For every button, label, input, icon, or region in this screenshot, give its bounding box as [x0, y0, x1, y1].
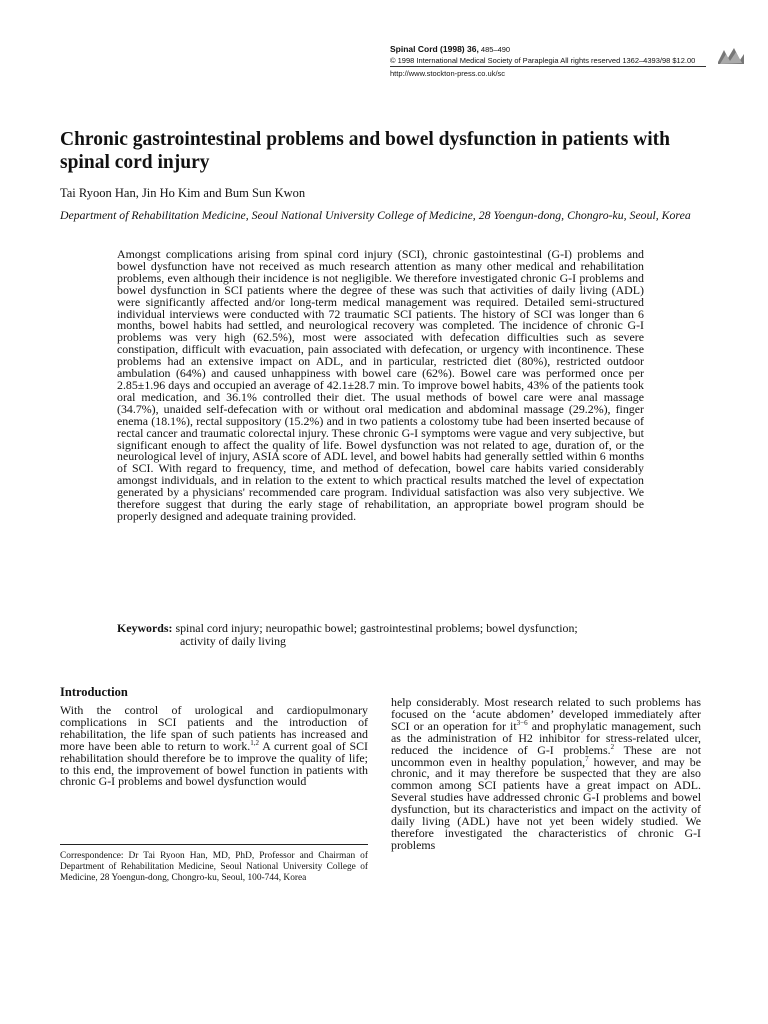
intro-right-text-b: and prophylatic management, such as the administration of H2 inhibitor for stress-related ulcer, reduced the incidence of G-I problems.: [391, 718, 701, 757]
keywords-first-line: [117, 622, 644, 635]
affiliation: Department of Rehabilitation Medicine, Seoul National University College of Medicine, 28 Yoengun-dong, Chongro-ku, Seoul, Korea: [60, 208, 691, 222]
intro-left-text-b: A current goal of SCI rehabilitation should therefore be to improve the quality of life; to this end, the improvement of bowel function in patients with chronic G-I problems and bowel dysfunction would: [60, 738, 368, 789]
intro-left-text-a: With the control of urological and cardiopulmonary complications in SCI patients and the introduction of rehabilitation, the life span of such patients has increased and more have been able to return to work.: [60, 703, 368, 753]
section-heading-introduction: Introduction: [60, 685, 128, 699]
introduction-right-column: [391, 697, 701, 852]
footnote-divider: [60, 844, 368, 845]
keywords-text-1: spinal cord injury; neuropathic bowel; gastrointestinal problems; bowel dysfunction;: [175, 621, 578, 635]
publisher-logo-icon: [716, 44, 746, 66]
intro-right-text-c: These are not uncommon even in healthy population,: [391, 742, 701, 769]
keywords-label: Keywords:: [117, 621, 173, 635]
citation-superscript: 1,2: [250, 738, 260, 747]
header-divider: [390, 66, 706, 67]
keywords: [117, 622, 644, 647]
citation-superscript: 3−6: [516, 718, 528, 727]
article-title: Chronic gastrointestinal problems and bowel dysfunction in patients with spinal cord injury: [60, 129, 671, 173]
intro-right-text-d: however, and may be chronic, and it may therefore be suspected that they are also common among SCI patients have a great impact on ADL. Several studies have addressed chronic G-I problems and bowel dysfunction, but its characteristics and impact on the activity of daily living (ADL) have not yet been widely studied. We therefore investigated the characteristics of chronic G-I problems: [391, 754, 701, 852]
journal-header: [390, 44, 720, 66]
journal-name: Spinal Cord (1998) 36,: [390, 44, 479, 54]
page-range: 485–490: [480, 45, 511, 54]
keywords-text-2: activity of daily living: [180, 633, 287, 648]
journal-url[interactable]: http://www.stockton-press.co.uk/sc: [390, 69, 506, 78]
introduction-left-column: [60, 705, 368, 788]
correspondence-footnote: Correspondence: Dr Tai Ryoon Han, MD, PhD, Professor and Chairman of Department of Rehabilitation Medicine, Seoul National University College of Medicine, 28 Yoengun-dong, Chongro-ku, Seoul, 100-744, Korea: [60, 851, 368, 884]
intro-right-text-a: help considerably. Most research related to such problems has focused on the ‘acute abdomen’ developed immediately after SCI or an operation for it: [391, 695, 701, 733]
copyright-line: © 1998 International Medical Society of Paraplegia All rights reserved 1362–4393/98 $12.00: [390, 56, 696, 65]
citation-superscript: 2: [610, 742, 615, 751]
journal-citation: [390, 44, 720, 55]
abstract: Amongst complications arising from spinal cord injury (SCI), chronic gastointestinal (G-I) problems and bowel dysfunction have not received as much research attention as many other medical and rehabilitation problems, even although their incidence is not negligible. We therefore investigated chronic G-I problems and bowel dysfunction in SCI patients where the degree of these was such that activities of daily living (ADL) were significantly affected and/or long-term medical management was required. Detailed semi-structured individual interviews were conducted with 72 traumatic SCI patients. The history of SCI was longer than 6 months, bowel habits had settled, and neurological recovery was completed. The incidence of chronic G-I problems was very high (62.5%), most were associated with defecation difficulties such as severe constipation, difficult with evacuation, pain associated with defecation, or urgency with incontinence. These problems had an extensive impact on ADL, and in particular, restricted diet (80%), restricted outdoor ambulation (64%) and caused unhappiness with bowel care (62%). Bowel care was performed once per 2.85±1.96 days and occupied an average of 42.1±28.7 min. To improve bowel habits, 43% of the patients took oral medication, and 36.1% controlled their diet. The usual methods of bowel care were anal massage (34.7%), unaided self-defecation with or without oral medication and abdominal massage (29.2%), finger enema (18.1%), rectal suppository (15.2%) and in two patients a colostomy tube had been inserted because of rectal cancer and traumatic colorectal injury. These chronic G-I symptoms were vague and very subjective, but significant enough to affect the quality of life. Bowel dysfunction was not related to age, duration of, or the neurological level of injury, ASIA score of ADL level, and bowel habits had generally settled within 6 months of SCI. With regard to frequency, time, and method of defecation, bowel care habits varied considerably amongst individuals, and in relation to the extent to which practical results matched the level of expectation generated by a physicians' recommended care program. Individual satisfaction was also very subjective. We therefore suggest that during the early stage of rehabilitation, an appropriate bowel program should be properly designed and adequate training provided.: [117, 247, 644, 523]
citation-superscript: 7: [585, 754, 589, 763]
author-list: Tai Ryoon Han, Jin Ho Kim and Bum Sun Kwon: [60, 186, 306, 200]
